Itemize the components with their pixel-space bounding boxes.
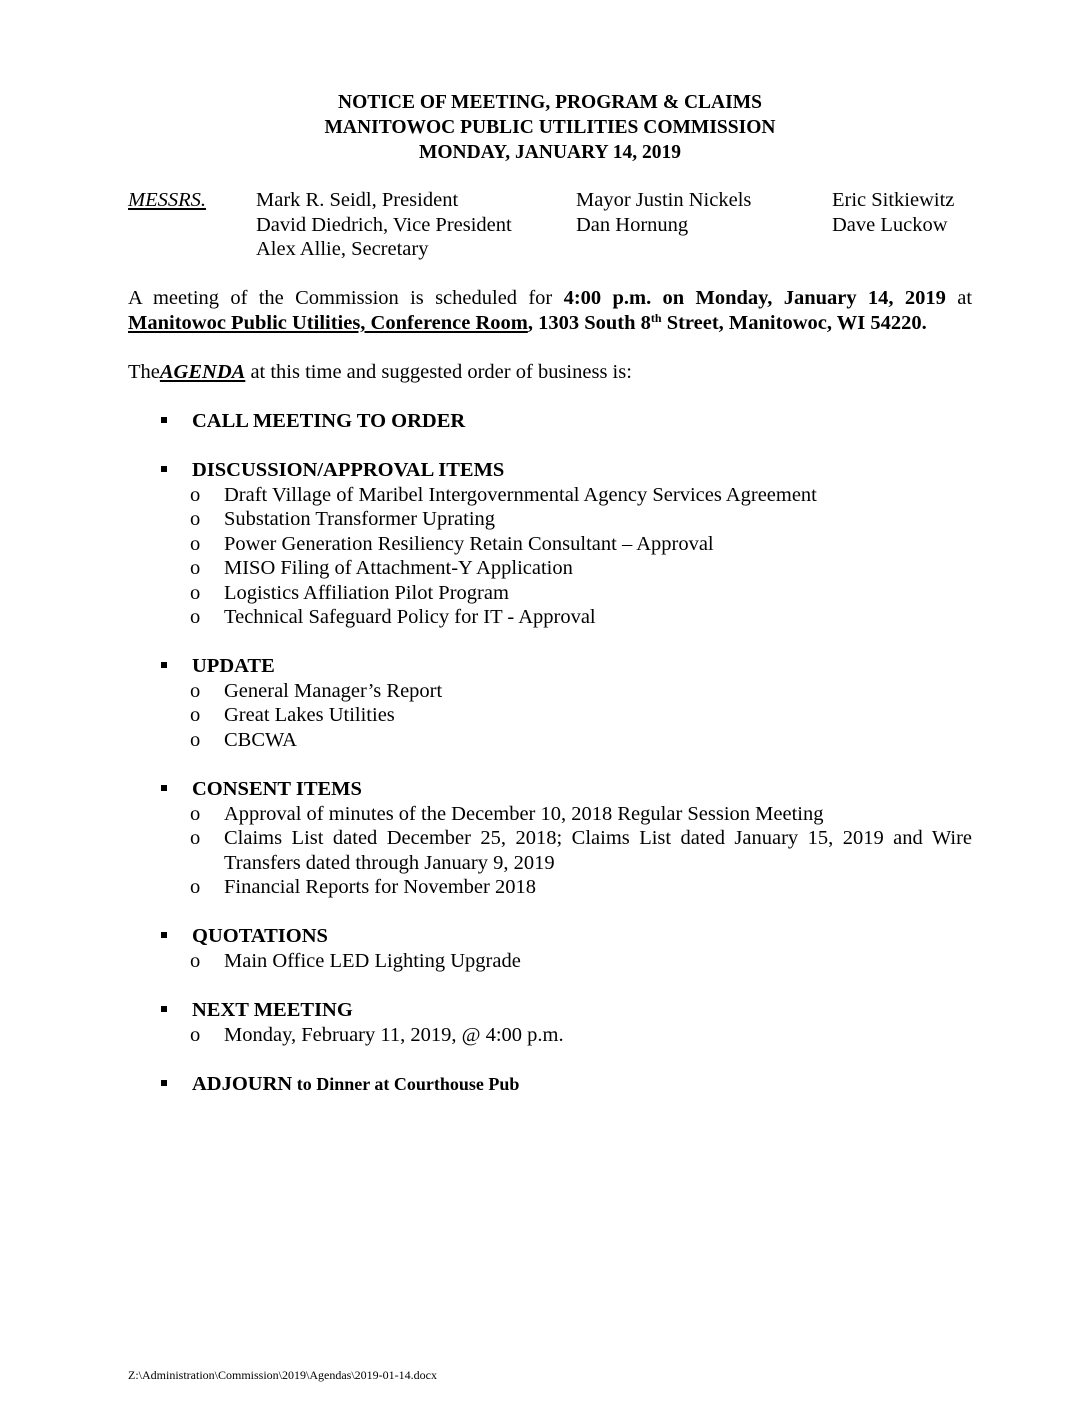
circle-bullet-icon: o [190,679,201,702]
agenda-section-next-meeting [158,998,988,1047]
list-item: o Approval of minutes of the December 10, 2018 Regular Session Meeting [190,802,824,825]
header-date: MONDAY, JANUARY 14, 2019 [418,142,682,163]
agenda-intro-text: The [128,361,160,383]
member-name: Eric Sitkiewitz [832,189,955,211]
circle-bullet-icon: o [190,728,201,751]
square-bullet-icon [161,417,167,423]
agenda-intro [128,360,988,385]
file-path-footer: Z:\Administration\Commission\2019\Agendas\2019-01-14.docx [128,1368,437,1382]
circle-bullet-icon: o [190,802,201,825]
square-bullet-icon [161,1006,167,1012]
list-item: o Main Office LED Lighting Upgrade [190,949,521,972]
circle-bullet-icon: o [190,606,201,628]
circle-bullet-icon: o [190,581,201,604]
circle-bullet-icon: o [190,557,201,579]
list-item: o Draft Village of Maribel Intergovernmental Agency Services Agreement [190,483,817,506]
meeting-intro-line2 [128,311,988,336]
header-organization: MANITOWOC PUBLIC UTILITIES COMMISSION [324,117,776,138]
section-title: NEXT MEETING [192,999,353,1021]
circle-bullet-icon: o [190,1023,201,1046]
agenda-intro-text: at this time and suggested order of business is: [250,361,632,383]
square-bullet-icon [161,1080,167,1086]
list-item: o Financial Reports for November 2018 [190,876,536,898]
agenda-section-consent [158,777,988,900]
list-item: o Substation Transformer Uprating [190,508,496,530]
square-bullet-icon [161,662,167,668]
list-item: o Technical Safeguard Policy for IT - Approval [190,606,596,628]
circle-bullet-icon: o [190,876,201,898]
agenda-section-discussion [158,458,988,630]
messrs-column-1 [256,188,512,262]
agenda-section-call-to-order [158,409,988,434]
square-bullet-icon [161,785,167,791]
square-bullet-icon [161,932,167,938]
member-name: Dave Luckow [832,213,948,236]
agenda-word: AGENDA [159,361,246,383]
section-items [158,483,988,630]
circle-bullet-icon: o [190,508,201,530]
list-item: o MISO Filing of Attachment-Y Application [190,557,573,579]
list-item: o CBCWA [190,728,297,751]
section-title: CONSENT ITEMS [192,778,362,800]
messrs-column-2 [576,188,751,237]
section-title: CALL MEETING TO ORDER [192,410,466,432]
member-name: David Diedrich, Vice President [256,213,512,236]
list-item: o Great Lakes Utilities [190,704,395,726]
member-name: Dan Hornung [576,213,689,236]
section-title: UPDATE [192,655,275,677]
intro-time-date: 4:00 p.m. on Monday, January 14, 2019 [563,287,946,309]
agenda-section-update [158,654,988,752]
adjourn-word: ADJOURN [192,1073,293,1095]
member-name: Mark R. Seidl, President [256,189,459,211]
circle-bullet-icon: o [190,532,201,555]
circle-bullet-icon: o [190,483,201,506]
circle-bullet-icon: o [190,949,201,972]
circle-bullet-icon: o [190,704,201,726]
section-items [158,802,988,900]
header-title: NOTICE OF MEETING, PROGRAM & CLAIMS [338,92,762,113]
list-item: o General Manager’s Report [190,679,443,702]
intro-at: at [957,287,973,309]
square-bullet-icon [161,466,167,472]
document-header [128,90,972,165]
section-items [158,1023,988,1048]
section-items [158,679,988,753]
adjourn-text: to Dinner at Courthouse Pub [292,1074,520,1094]
circle-bullet-icon: o [190,827,201,849]
messrs-column-3 [832,188,954,237]
section-title: DISCUSSION/APPROVAL ITEMS [192,459,505,481]
messrs-label: MESSRS. [128,189,206,211]
address-part: Street, Manitowoc, WI 54220. [661,312,927,334]
meeting-intro-line1 [128,286,972,311]
section-items [158,949,988,974]
section-title: QUOTATIONS [192,925,328,947]
list-item: o Monday, February 11, 2019, @ 4:00 p.m. [190,1023,564,1046]
meeting-location: Manitowoc Public Utilities, Conference Room [128,312,528,334]
member-name: Mayor Justin Nickels [576,189,752,211]
agenda-section-adjourn [158,1072,988,1097]
address-superscript: th [650,311,662,325]
intro-text: A meeting of the Commission is scheduled for [128,287,553,309]
member-name: Alex Allie, Secretary [256,238,429,260]
list-item: o Power Generation Resiliency Retain Consultant – Approval [190,532,714,555]
agenda-section-quotations [158,924,988,973]
list-item: o Logistics Affiliation Pilot Program [190,581,509,604]
list-item: o Claims List dated December 25, 2018; Claims List dated January 15, 2019 and Wire Transfers dated through January 9, 2019 [190,827,972,874]
address-part: , 1303 South 8 [527,312,651,334]
